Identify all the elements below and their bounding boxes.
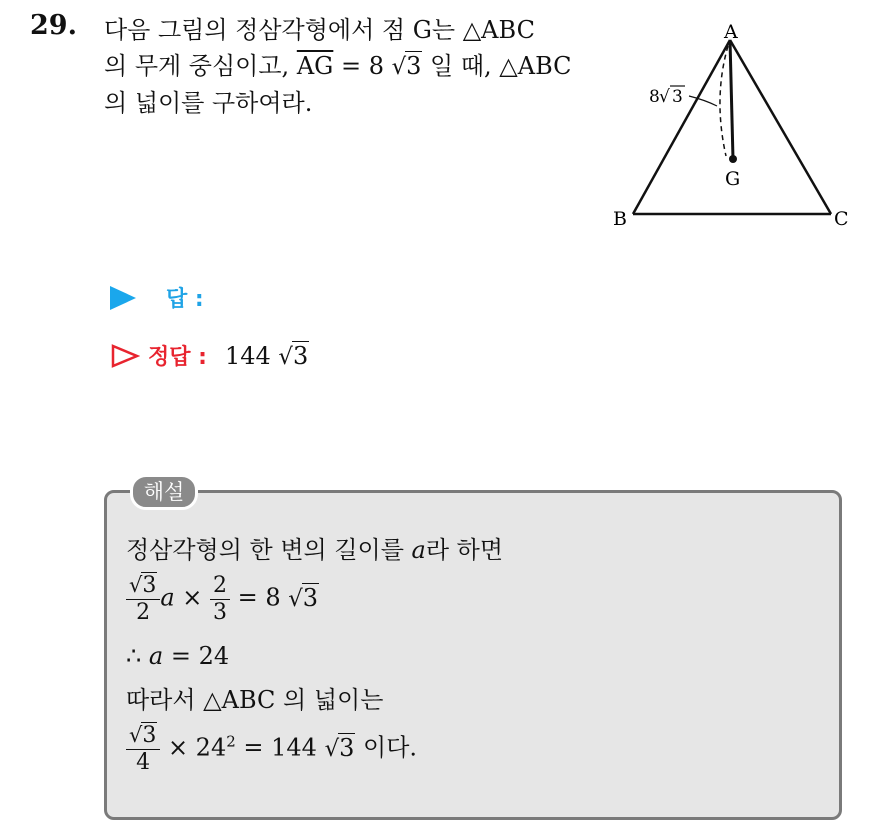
solution-line-1 xyxy=(126,530,503,565)
sqrt-expression xyxy=(129,572,157,599)
play-arrow-icon xyxy=(110,286,136,310)
segment-ag: $\overline{AG}$ xyxy=(296,52,334,80)
variable-a: a xyxy=(411,536,426,564)
solution-equation-1 xyxy=(126,572,319,626)
radicand: 3 xyxy=(406,52,422,80)
hollow-arrow-icon xyxy=(110,343,140,369)
solution-line-3 xyxy=(126,642,229,670)
sqrt-expression xyxy=(325,734,356,762)
point-g xyxy=(729,155,737,163)
fraction-numerator: 2 xyxy=(210,573,230,600)
fraction-sqrt3-over-4 xyxy=(126,722,160,776)
variable-a: a xyxy=(160,583,175,612)
fraction-denominator: 2 xyxy=(136,600,151,625)
sqrt-expression xyxy=(392,48,423,85)
radical-sign: √ xyxy=(288,585,303,612)
correct-answer-label: 정답 : xyxy=(148,345,207,370)
problem-line-2 xyxy=(104,48,594,85)
correct-answer-sqrt xyxy=(278,342,309,370)
fraction-denominator: 4 xyxy=(136,750,151,775)
radicand: 3 xyxy=(142,573,157,598)
fraction-sqrt3-over-2 xyxy=(126,572,160,626)
radical-sign: √ xyxy=(324,735,340,762)
problem-line-2-eq: = 8 xyxy=(333,52,392,80)
variable-a: a xyxy=(148,642,164,670)
equation-rhs: = 8 xyxy=(230,583,289,612)
radicand: 3 xyxy=(339,733,355,762)
solution-equation-3 xyxy=(126,722,417,776)
solution-tab: 해설 xyxy=(130,474,198,510)
segment-ag-line xyxy=(730,40,733,159)
sqrt-expression xyxy=(288,584,319,612)
length-radicand: 3 xyxy=(672,87,683,107)
sqrt-expression xyxy=(129,722,157,749)
problem-statement xyxy=(104,12,594,121)
label-g: G xyxy=(725,168,741,190)
radicand: 3 xyxy=(302,583,319,612)
problem-line-1: 다음 그림의 정삼각형에서 점 G는 △ABC xyxy=(104,16,535,44)
length-coef: 8 xyxy=(649,87,660,107)
correct-answer-row xyxy=(110,340,309,371)
times-sign: × xyxy=(174,583,210,612)
solution-line-1-post: 라 하면 xyxy=(425,536,504,564)
correct-answer-coef: 144 xyxy=(224,341,279,370)
answer-label: 답 : xyxy=(166,287,204,312)
problem-number: 29. xyxy=(30,10,77,41)
problem-line-2-pre: 의 무게 중심이고, xyxy=(104,52,297,80)
fraction-numerator xyxy=(126,572,160,600)
therefore-sign: ∴ xyxy=(126,642,149,670)
fraction-numerator xyxy=(126,722,160,750)
fraction-denominator: 3 xyxy=(213,599,227,625)
radical-sign: √ xyxy=(129,573,143,597)
problem-line-2-post: 일 때, △ABC xyxy=(422,52,572,80)
equation-rhs: = 24 xyxy=(163,642,230,670)
fraction-2-over-3 xyxy=(210,573,230,626)
solution-line-1-pre: 정삼각형의 한 변의 길이를 xyxy=(126,536,412,564)
exponent: 2 xyxy=(226,732,236,751)
length-arc xyxy=(720,46,728,156)
radical-sign: √ xyxy=(391,54,407,80)
side-ac xyxy=(730,40,831,214)
solution-line-4: 따라서 △ABC 의 넓이는 xyxy=(126,686,384,714)
answer-row xyxy=(110,282,204,313)
radicand: 3 xyxy=(292,341,309,370)
correct-answer-value xyxy=(225,342,309,370)
radicand: 3 xyxy=(142,723,157,748)
radical-sign: √ xyxy=(278,343,293,370)
label-b: B xyxy=(613,208,627,230)
times-24: × 24 xyxy=(160,733,227,762)
length-radical: √ xyxy=(659,87,670,107)
radical-sign: √ xyxy=(129,723,143,747)
solution-ending: 이다. xyxy=(355,733,418,762)
problem-line-3: 의 넓이를 구하여라. xyxy=(104,89,313,117)
side-ab xyxy=(633,40,730,214)
triangle-figure xyxy=(605,18,855,233)
equation-rhs: = 144 xyxy=(235,733,325,762)
label-a: A xyxy=(724,21,738,43)
label-c: C xyxy=(834,208,849,230)
